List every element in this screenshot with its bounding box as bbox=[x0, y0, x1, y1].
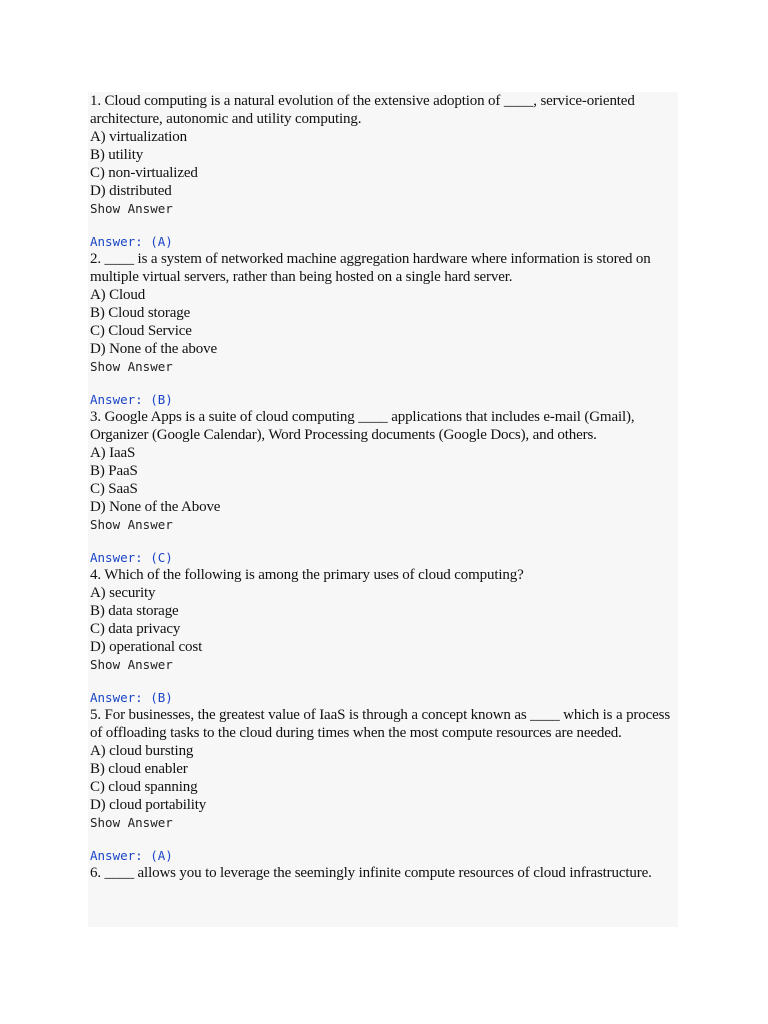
spacer bbox=[90, 217, 678, 233]
question-1-option-d: D) distributed bbox=[90, 183, 172, 199]
question-1-option-a: A) virtualization bbox=[90, 129, 188, 145]
question-5-option-d: D) cloud portability bbox=[90, 797, 207, 813]
question-3-option-a: A) IaaS bbox=[90, 445, 136, 461]
spacer bbox=[90, 831, 678, 847]
question-2-option-a: A) Cloud bbox=[90, 287, 146, 303]
question-2-option-b: B) Cloud storage bbox=[90, 305, 191, 321]
question-3-option-c: C) SaaS bbox=[90, 481, 138, 497]
question-4-show-answer[interactable]: Show Answer bbox=[90, 657, 173, 672]
question-2-answer: Answer: (B) bbox=[90, 392, 173, 407]
question-4-option-c: C) data privacy bbox=[90, 621, 181, 637]
question-6-text: 6. ____ allows you to leverage the seemingly infinite compute resources of cloud infrastructure. bbox=[90, 865, 652, 881]
question-5-option-a: A) cloud bursting bbox=[90, 743, 194, 759]
spacer bbox=[90, 375, 678, 391]
question-5-option-c: C) cloud spanning bbox=[90, 779, 198, 795]
spacer bbox=[90, 673, 678, 689]
question-1-option-b: B) utility bbox=[90, 147, 144, 163]
question-1-answer: Answer: (A) bbox=[90, 234, 173, 249]
question-4-option-b: B) data storage bbox=[90, 603, 179, 619]
question-5-option-b: B) cloud enabler bbox=[90, 761, 188, 777]
question-5-show-answer[interactable]: Show Answer bbox=[90, 815, 173, 830]
document-page bbox=[88, 92, 678, 927]
question-5-answer: Answer: (A) bbox=[90, 848, 173, 863]
question-4-option-d: D) operational cost bbox=[90, 639, 203, 655]
question-2-text: 2. ____ is a system of networked machine aggregation hardware where information is stored on multiple virtual servers, rather than being hosted on a single hard server. bbox=[90, 251, 651, 285]
question-3-text-continued: Organizer (Google Calendar), Word Processing documents (Google Docs), and others. bbox=[90, 427, 597, 443]
question-3-option-d: D) None of the Above bbox=[90, 499, 221, 515]
question-3-option-b: B) PaaS bbox=[90, 463, 138, 479]
question-3-answer: Answer: (C) bbox=[90, 550, 173, 565]
question-2-option-c: C) Cloud Service bbox=[90, 323, 192, 339]
question-1-text: 1. Cloud computing is a natural evolution of the extensive adoption of ____, service-oriented architecture, autonomic and utility computing. bbox=[90, 93, 635, 127]
question-2-show-answer[interactable]: Show Answer bbox=[90, 359, 173, 374]
spacer bbox=[90, 533, 678, 549]
question-3-text: 3. Google Apps is a suite of cloud computing ____ applications that includes e-mail (Gmail), bbox=[90, 409, 635, 425]
question-4-answer: Answer: (B) bbox=[90, 690, 173, 705]
question-5-text: 5. For businesses, the greatest value of IaaS is through a concept known as ____ which is a process of offloading tasks to the cloud during times when the most compute resources are needed. bbox=[90, 707, 671, 741]
question-1-option-c: C) non-virtualized bbox=[90, 165, 198, 181]
question-3-show-answer[interactable]: Show Answer bbox=[90, 517, 173, 532]
question-2-option-d: D) None of the above bbox=[90, 341, 217, 357]
question-1-show-answer[interactable]: Show Answer bbox=[90, 201, 173, 216]
question-4-option-a: A) security bbox=[90, 585, 156, 601]
question-4-text: 4. Which of the following is among the primary uses of cloud computing? bbox=[90, 567, 524, 583]
